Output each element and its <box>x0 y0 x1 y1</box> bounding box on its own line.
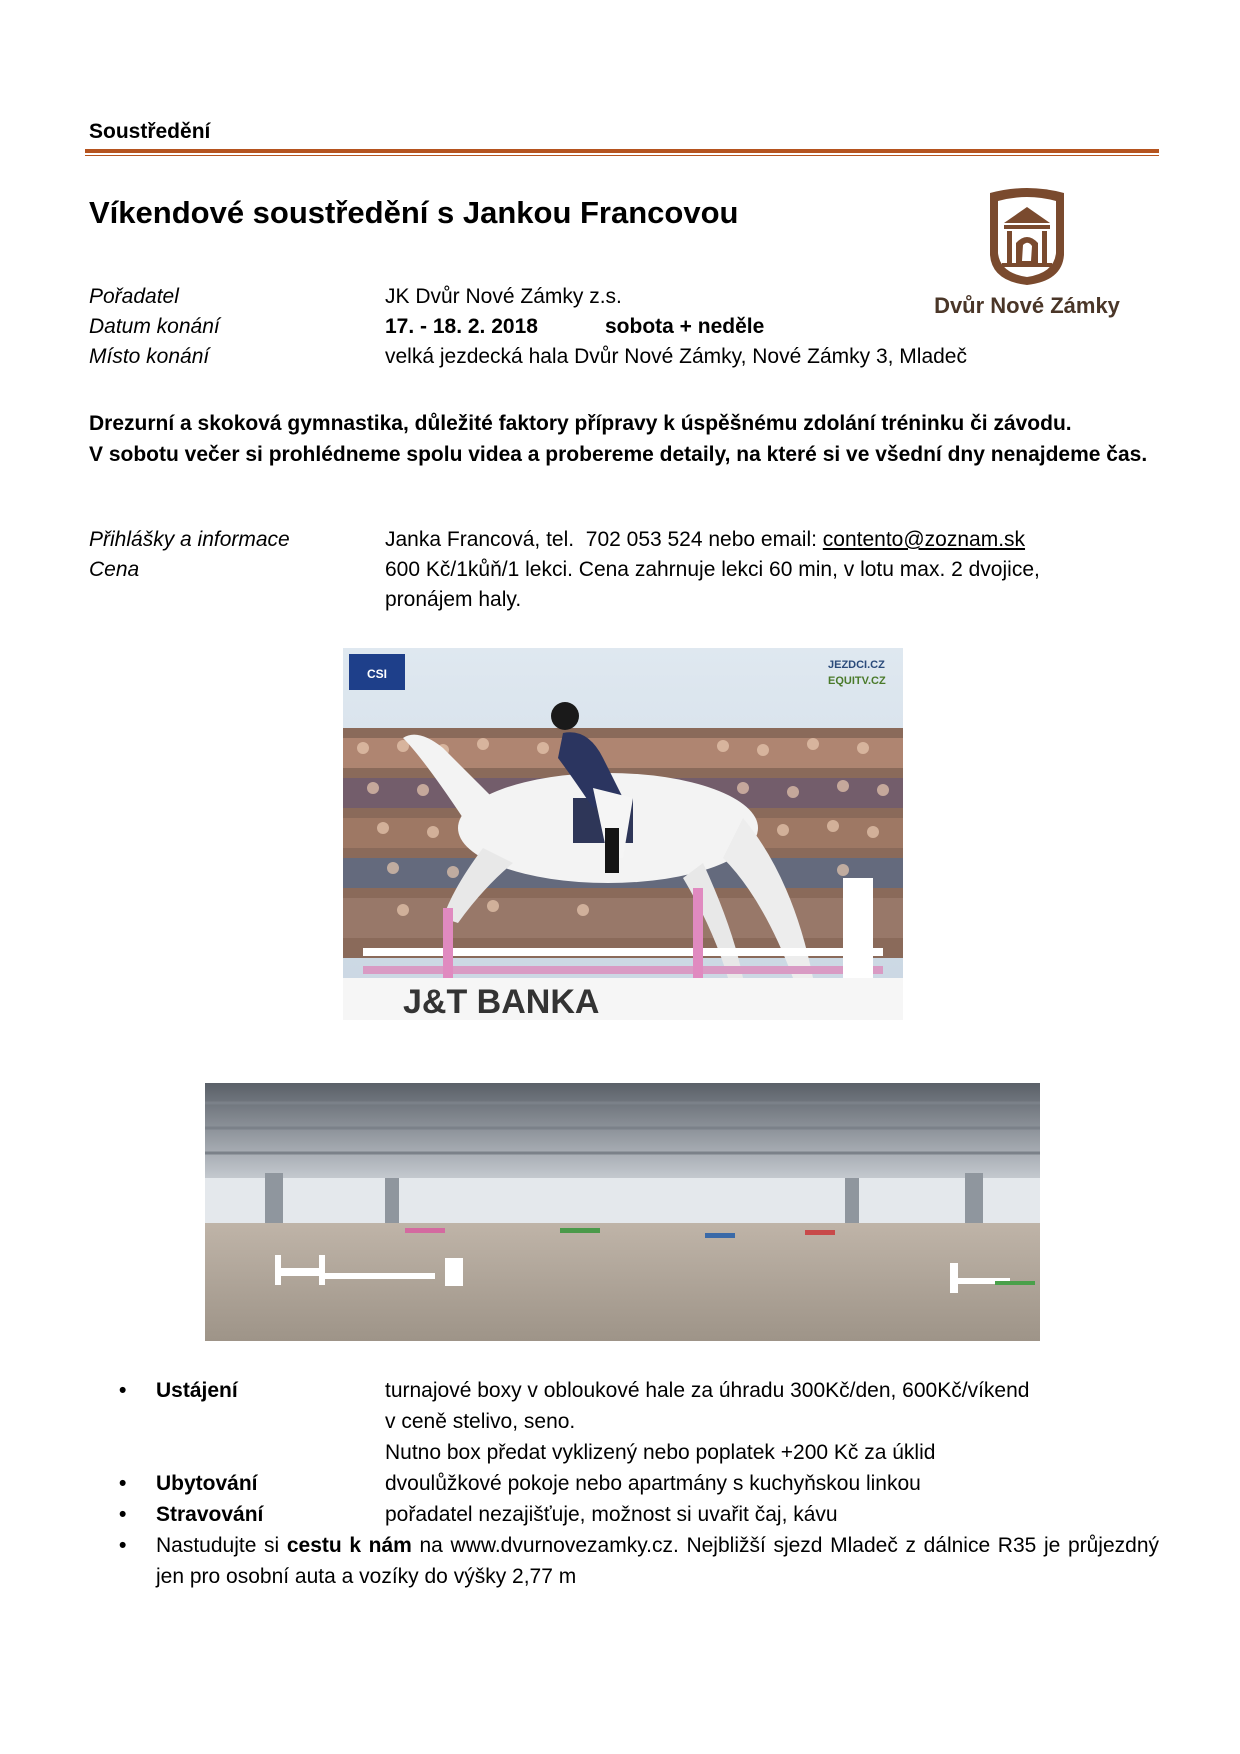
bullet-icon: • <box>119 1503 127 1526</box>
list-item-stabling <box>89 1375 1159 1468</box>
bullet-icon: • <box>119 1534 127 1557</box>
logo-text: Dvůr Nové Zámky <box>934 293 1120 318</box>
header-rule <box>85 149 1159 153</box>
place-value: velká jezdecká hala Dvůr Nové Zámky, Nové Zámky 3, Mladeč <box>385 345 967 368</box>
price-value-1: 600 Kč/1kůň/1 lekci. Cena zahrnuje lekci 60 min, v lotu max. 2 dvojice, <box>385 558 1040 581</box>
list-item-route <box>89 1530 1159 1592</box>
route-post: na www.dvurnovezamky.cz. Nejbližší sjezd Mladeč z dálnice R35 je průjezdný jen pro osobní auta a vozíky do výšky 2,77 m <box>156 1534 1159 1588</box>
list-item-food <box>89 1499 1159 1530</box>
route-text <box>156 1530 1159 1592</box>
header-rule-thin <box>85 155 1159 156</box>
stabling-label: Ustájení <box>156 1379 238 1402</box>
apply-text: Janka Francová, tel. 702 053 524 nebo email: <box>385 528 823 551</box>
sponsor-banner: J&T BANKA <box>403 983 600 1020</box>
page-title: Víkendové soustředění s Jankou Francovou <box>89 195 739 230</box>
price-value-2: pronájem haly. <box>385 588 522 611</box>
description-line-1: Drezurní a skoková gymnastika, důležité faktory přípravy k úspěšnému zdolání tréninku či závodu. <box>89 412 1072 435</box>
bullet-icon: • <box>119 1379 127 1402</box>
sponsor-logo-2: EQUITV.CZ <box>828 675 886 687</box>
date-label: Datum konání <box>89 315 220 338</box>
amenities-list <box>89 1375 1159 1592</box>
place-label: Místo konání <box>89 345 210 368</box>
lodging-label: Ubytování <box>156 1472 258 1495</box>
section-label: Soustředění <box>89 120 211 143</box>
organization-logo <box>912 185 1142 345</box>
manor-emblem-icon <box>912 185 1142 295</box>
description-line-2: V sobotu večer si prohlédneme spolu videa a probereme detaily, na které si ve všední dny nenajdeme čas. <box>89 443 1148 466</box>
lodging-value: dvoulůžkové pokoje nebo apartmány s kuchyňskou linkou <box>385 1472 921 1495</box>
stabling-line-3: Nutno box předat vyklizený nebo poplatek +200 Kč za úklid <box>385 1441 936 1464</box>
food-value: pořadatel nezajišťuje, možnost si uvařit čaj, kávu <box>385 1503 838 1526</box>
list-item-lodging <box>89 1468 1159 1499</box>
show-jumping-photo <box>343 648 903 1020</box>
stabling-line-2: v ceně stelivo, seno. <box>385 1410 576 1433</box>
food-label: Stravování <box>156 1503 264 1526</box>
stabling-line-1: turnajové boxy v obloukové hale za úhradu 300Kč/den, 600Kč/víkend <box>385 1379 1030 1402</box>
organizer-value: JK Dvůr Nové Zámky z.s. <box>385 285 622 308</box>
riding-hall-photo <box>205 1083 1040 1341</box>
date-days: sobota + neděle <box>605 315 765 338</box>
apply-value <box>385 528 1025 552</box>
price-label: Cena <box>89 558 140 581</box>
date-value: 17. - 18. 2. 2018 <box>385 315 538 338</box>
description <box>89 408 1159 470</box>
sponsor-logo-1: JEZDCI.CZ <box>828 659 885 671</box>
event-logo-text: CSI <box>366 667 388 681</box>
route-pre: Nastudujte si <box>156 1534 287 1557</box>
route-bold: cestu k nám <box>286 1534 412 1557</box>
email-link[interactable]: contento@zoznam.sk <box>822 528 1026 551</box>
bullet-icon: • <box>119 1472 127 1495</box>
organizer-label: Pořadatel <box>89 285 179 308</box>
apply-label: Přihlášky a informace <box>89 528 290 551</box>
